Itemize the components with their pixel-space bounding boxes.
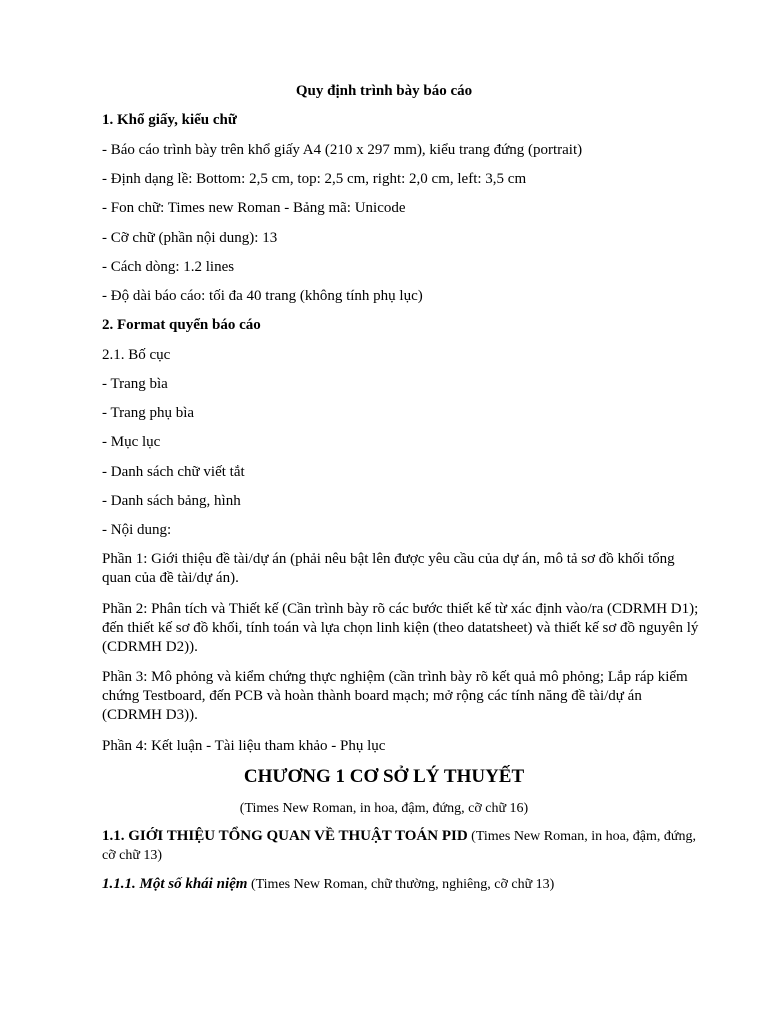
section-1-item: - Định dạng lề: Bottom: 2,5 cm, top: 2,5 cm, right: 2,0 cm, left: 3,5 cm — [102, 171, 527, 187]
content-part-4: Phần 4: Kết luận - Tài liệu tham khảo - Phụ lục — [102, 738, 386, 754]
section-1-item: - Fon chữ: Times new Roman - Bảng mã: Unicode — [102, 200, 406, 216]
section-2-heading: 2. Format quyển báo cáo — [102, 317, 261, 333]
section-2-subheading: 2.1. Bố cục — [102, 347, 171, 363]
chapter-title: CHƯƠNG 1 CƠ SỞ LÝ THUYẾT — [243, 766, 525, 787]
heading-1-1 — [102, 827, 702, 865]
section-1-item: - Báo cáo trình bày trên khổ giấy A4 (210 x 297 mm), kiểu trang đứng (portrait) — [102, 142, 583, 158]
content-part-1: Phần 1: Giới thiệu đề tài/dự án (phải nêu bật lên được yêu cầu của dự án, mô tả sơ đồ khối tổng quan của đề tài/dự án). — [102, 551, 675, 586]
layout-item: - Mục lục — [102, 434, 161, 450]
layout-item: - Danh sách bảng, hình — [102, 493, 241, 509]
section-1-item: - Cỡ chữ (phần nội dung): 13 — [102, 230, 278, 246]
layout-item: - Trang phụ bìa — [102, 405, 195, 421]
document-title: Quy định trình bày báo cáo — [295, 83, 473, 99]
section-1-heading: 1. Khổ giấy, kiểu chữ — [102, 112, 237, 128]
heading-1-1-format-note: (Times New Roman, in hoa, đậm, đứng, cỡ chữ 13) — [102, 829, 696, 863]
content-part-3: Phần 3: Mô phỏng và kiểm chứng thực nghiệm (cần trình bày rõ kết quả mô phỏng; Lắp ráp kiểm chứng Testboard, đến PCB và hoàn thành board mạch; mở rộng các tính năng đề tài/dự án (CDRMH D3)). — [102, 669, 688, 723]
heading-1-1-1 — [102, 875, 702, 894]
heading-1-1-1-text: 1.1.1. Một số khái niệm — [102, 876, 248, 892]
content-part-2: Phần 2: Phân tích và Thiết kế (Cần trình bày rõ các bước thiết kế từ xác định vào/ra (CDRMH D1); đến thiết kế sơ đồ khối, tính toán và lựa chọn linh kiện (theo datatsheet) và thiết kế sơ đồ nguyên lý (CDRMH D2)). — [102, 601, 699, 655]
layout-item: - Nội dung: — [102, 522, 172, 538]
heading-1-1-text: 1.1. GIỚI THIỆU TỔNG QUAN VỀ THUẬT TOÁN PID — [102, 828, 468, 844]
section-1-item: - Cách dòng: 1.2 lines — [102, 259, 235, 275]
chapter-format-note: (Times New Roman, in hoa, đậm, đứng, cỡ chữ 16) — [239, 801, 529, 816]
heading-1-1-1-format-note: (Times New Roman, chữ thường, nghiêng, cỡ chữ 13) — [247, 877, 555, 892]
layout-item: - Trang bìa — [102, 376, 168, 392]
layout-item: - Danh sách chữ viết tắt — [102, 464, 245, 480]
section-1-item: - Độ dài báo cáo: tối đa 40 trang (không tính phụ lục) — [102, 288, 423, 304]
